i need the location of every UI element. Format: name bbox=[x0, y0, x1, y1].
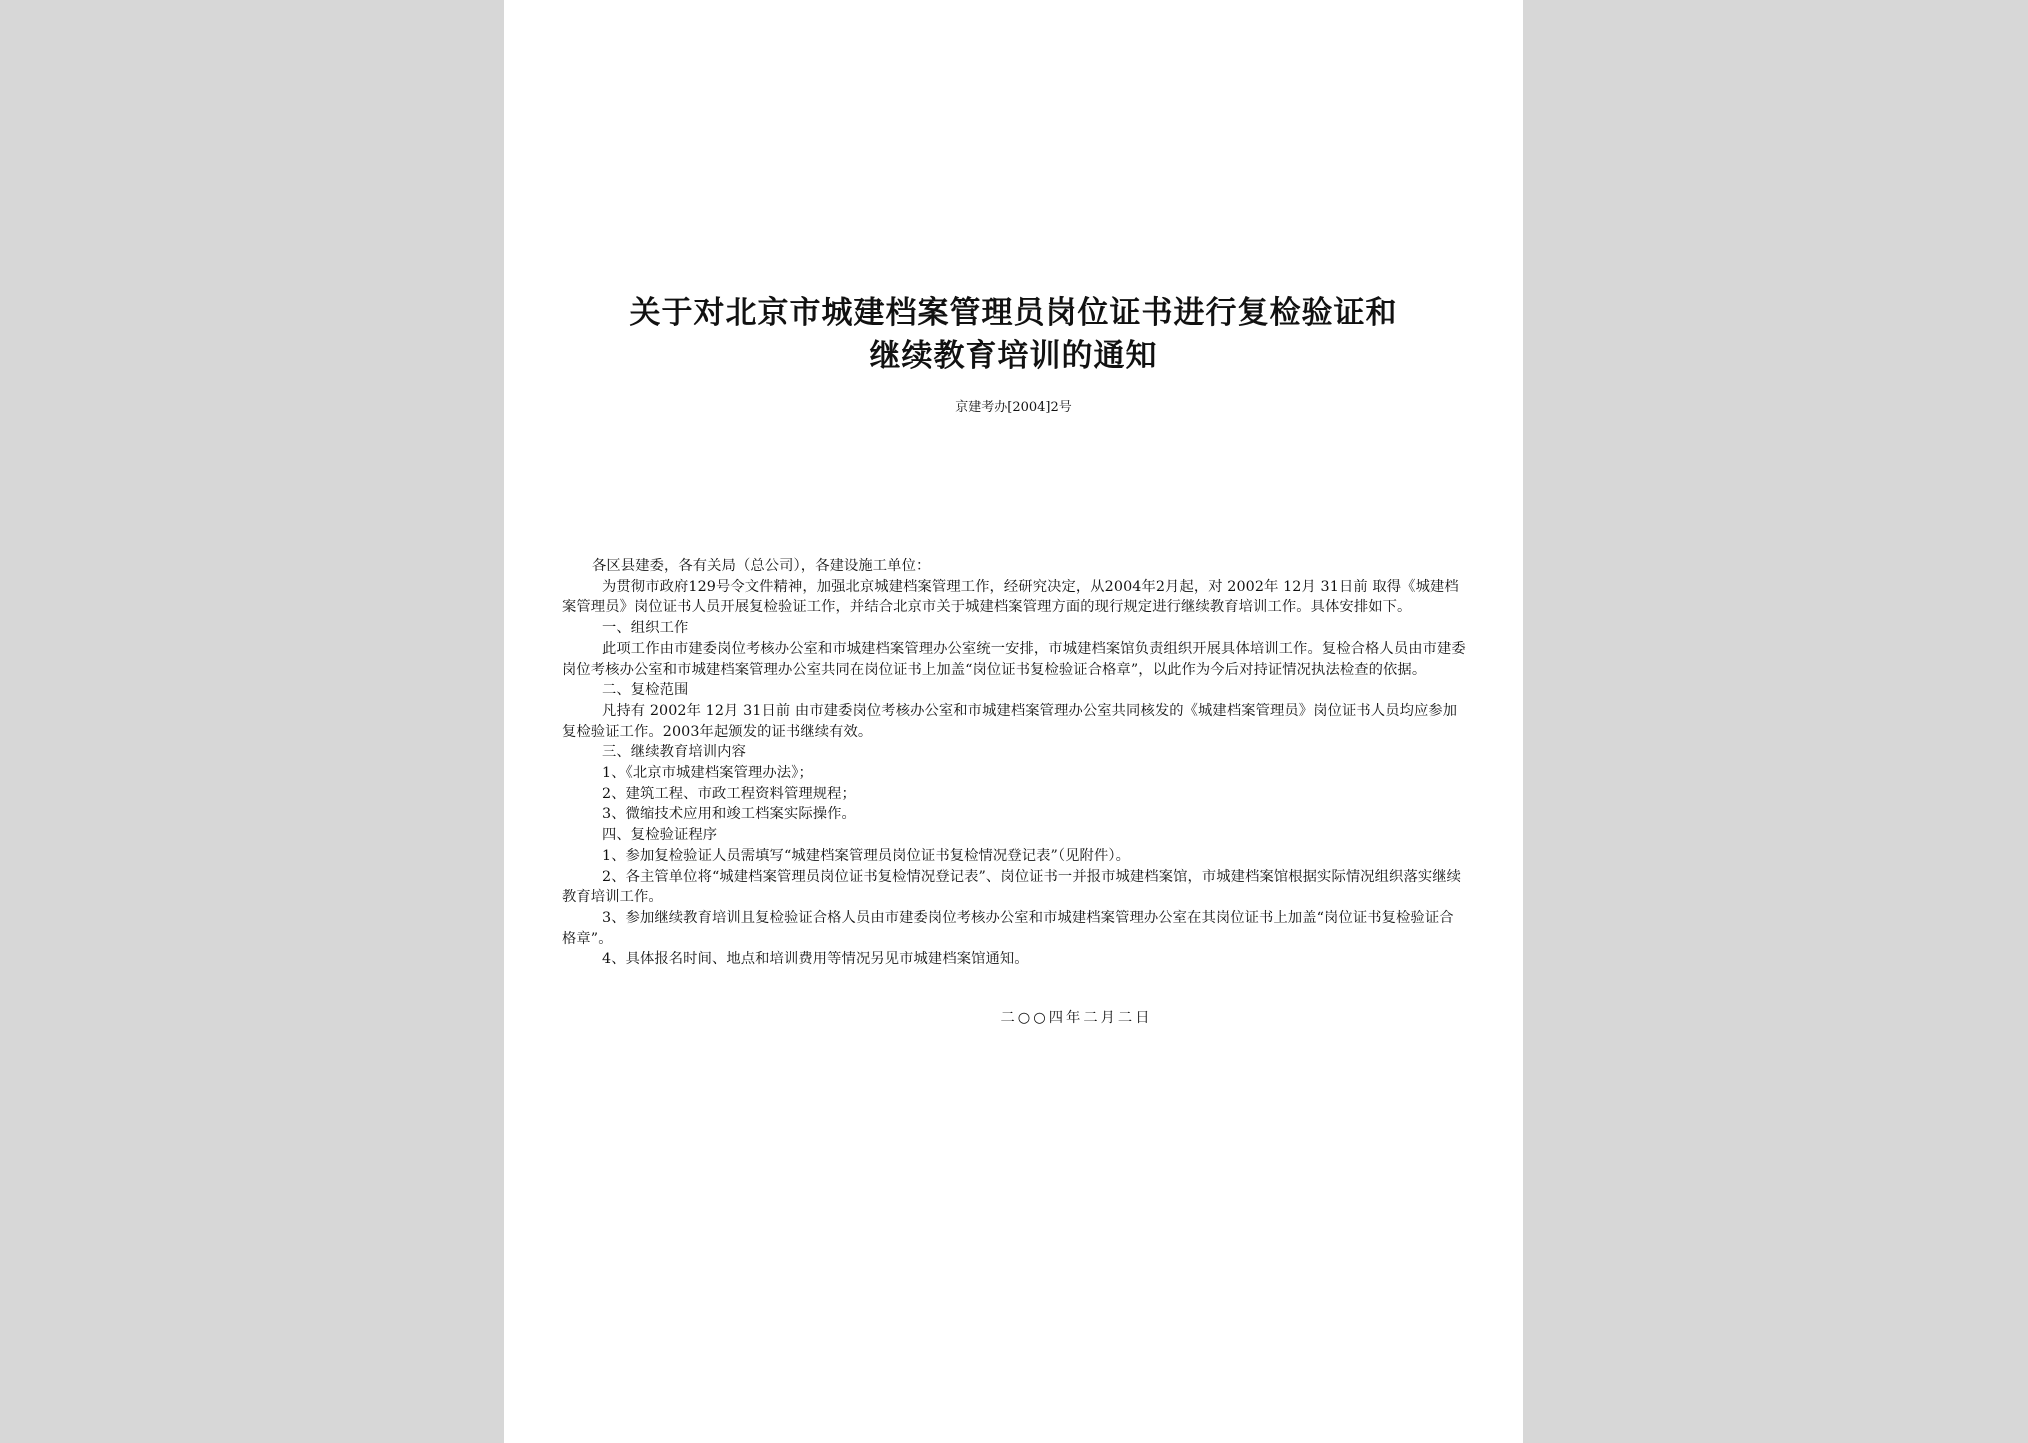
document-date: 二○○四年二月二日 bbox=[1000, 1010, 1153, 1026]
section-heading-4: 四、复检验证程序 bbox=[602, 827, 718, 844]
title-line-1: 关于对北京市城建档案管理员岗位证书进行复检验证和 bbox=[629, 295, 1398, 331]
intro-paragraph: 为贯彻市政府129号令文件精神，加强北京城建档案管理工作，经研究决定，从2004年2月起，对 2002年 12月 31日前 取得《城建档案管理员》岗位证书人员开展复检验证工作，并结合北京市关于城建档案管理方面的现行规定进行继续教育培训工作。具体安排如下。 bbox=[562, 578, 1459, 616]
salutation: 各区县建委，各有关局（总公司），各建设施工单位： bbox=[592, 558, 931, 574]
document-number: 京建考办[2004]2号 bbox=[955, 400, 1072, 415]
list-item: 1、参加复检验证人员需填写“城建档案管理员岗位证书复检情况登记表”（见附件）。 bbox=[602, 847, 1130, 864]
list-item: 4、具体报名时间、地点和培训费用等情况另见市城建档案馆通知。 bbox=[602, 951, 1029, 968]
section-heading-3: 三、继续教育培训内容 bbox=[602, 744, 746, 761]
document-body bbox=[562, 556, 1467, 970]
list-item: 3、微缩技术应用和竣工档案实际操作。 bbox=[602, 806, 856, 823]
section-paragraph-2: 凡持有 2002年 12月 31日前 由市建委岗位考核办公室和市城建档案管理办公室共同核发的《城建档案管理员》岗位证书人员均应参加复检验证工作。2003年起颁发的证书继续有效。 bbox=[562, 702, 1458, 740]
document-title bbox=[504, 292, 1523, 378]
document-page bbox=[504, 0, 1523, 1443]
title-line-2: 继续教育培训的通知 bbox=[869, 338, 1158, 374]
section-heading-2: 二、复检范围 bbox=[602, 682, 689, 699]
list-item: 2、建筑工程、市政工程资料管理规程； bbox=[602, 785, 856, 802]
section-heading-1: 一、组织工作 bbox=[602, 620, 689, 637]
list-item: 1、《北京市城建档案管理办法》； bbox=[602, 765, 813, 782]
list-item: 2、各主管单位将“城建档案管理员岗位证书复检情况登记表”、岗位证书一并报市城建档案馆，市城建档案馆根据实际情况组织落实继续教育培训工作。 bbox=[562, 868, 1462, 906]
section-paragraph-1: 此项工作由市建委岗位考核办公室和市城建档案管理办公室统一安排，市城建档案馆负责组织开展具体培训工作。复检合格人员由市建委岗位考核办公室和市城建档案管理办公室共同在岗位证书上加盖“岗位证书复检验证合格章”，以此作为今后对持证情况执法检查的依据。 bbox=[562, 640, 1466, 678]
list-item: 3、参加继续教育培训且复检验证合格人员由市建委岗位考核办公室和市城建档案管理办公室在其岗位证书上加盖“岗位证书复检验证合格章”。 bbox=[562, 909, 1454, 947]
